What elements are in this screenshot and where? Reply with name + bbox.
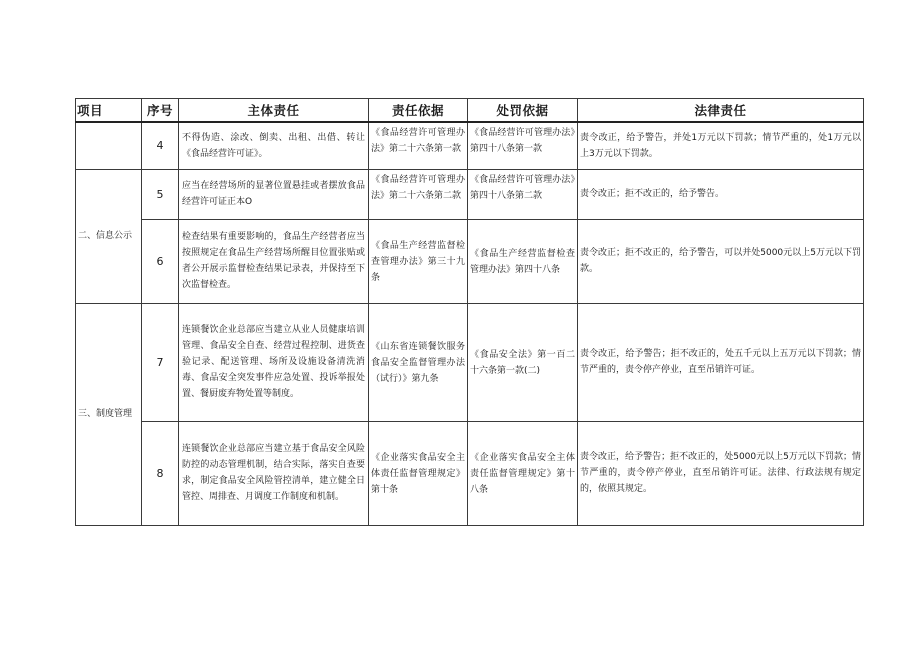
basis-cell: 《食品经营许可管理办法》第二十六条第一款 — [369, 122, 468, 169]
penalty-cell: 《食品安全法》第一百二十六条第一款(二) — [468, 303, 578, 421]
row-number: 8 — [142, 421, 179, 525]
liability-cell: 责令改正，给予警告；拒不改正的，处五千元以上五万元以下罚款；情节严重的，责令停产停业，直至吊销许可证。 — [578, 303, 864, 421]
row-number: 6 — [142, 219, 179, 303]
penalty-cell: 《食品经营许可管理办法》第四十八条第一款 — [468, 122, 578, 169]
header-penalty: 处罚依据 — [468, 99, 578, 123]
penalty-cell: 《食品生产经营监督检查管理办法》第四十八条 — [468, 219, 578, 303]
liability-cell: 责令改正，给予警告；拒不改正的，处5000元以上5万元以下罚款；情节严重的，责令停产停业，直至吊销许可证。法律、行政法规有规定的，依照其规定。 — [578, 421, 864, 525]
table-row — [76, 219, 864, 303]
penalty-cell: 《食品经营许可管理办法》第四十八条第二款 — [468, 169, 578, 219]
duty-cell: 应当在经营场所的显著位置悬挂或者摆放食品经营许可证正本O — [179, 169, 369, 219]
duty-cell: 检查结果有重要影响的，食品生产经营者应当按照规定在食品生产经营场所醒目位置张贴或者公开展示监督检查结果记录表，并保持至下次监督检查。 — [179, 219, 369, 303]
header-item: 项目 — [76, 99, 142, 123]
liability-cell: 责令改正；拒不改正的，给予警告，可以并处5000元以上5万元以下罚款。 — [578, 219, 864, 303]
row-number: 5 — [142, 169, 179, 219]
duty-cell: 不得伪造、涂改、倒卖、出租、出借、转让《食品经营许可证》。 — [179, 122, 369, 169]
basis-cell: 《山东省连锁餐饮服务食品安全监督管理办法（试行）》第九条 — [369, 303, 468, 421]
category-info: 二、信息公示 — [76, 169, 142, 303]
liability-cell: 责令改正，给予警告，并处1万元以下罚款；情节严重的，处1万元以上3万元以下罚款。 — [578, 122, 864, 169]
row-number: 7 — [142, 303, 179, 421]
header-number: 序号 — [142, 99, 179, 123]
basis-cell: 《食品经营许可管理办法》第二十六条第二款 — [369, 169, 468, 219]
basis-cell: 《食品生产经营监督检查管理办法》第三十九条 — [369, 219, 468, 303]
header-row — [76, 99, 864, 123]
header-duty: 主体责任 — [179, 99, 369, 123]
duty-cell: 连锁餐饮企业总部应当建立从业人员健康培训管理、食品安全自查、经营过程控制、进货查验记录、配送管理、场所及设施设备清洗消毒、食品安全突发事件应急处置、投诉举报处置、餐厨废弃物处置等制度。 — [179, 303, 369, 421]
row-number: 4 — [142, 122, 179, 169]
liability-cell: 责令改正；拒不改正的，给予警告。 — [578, 169, 864, 219]
table-row — [76, 421, 864, 525]
duty-cell: 连锁餐饮企业总部应当建立基于食品安全风险防控的动态管理机制，结合实际，落实自查要求，制定食品安全风险管控清单，建立健全日管控、周排查、月调度工作制度和机制。 — [179, 421, 369, 525]
basis-cell: 《企业落实食品安全主体责任监督管理规定》第十条 — [369, 421, 468, 525]
table-row — [76, 169, 864, 219]
regulation-table — [75, 98, 864, 526]
penalty-cell: 《企业落实食品安全主体责任监督管理规定》第十八条 — [468, 421, 578, 525]
table-row — [76, 303, 864, 421]
header-basis: 责任依据 — [369, 99, 468, 123]
header-liability: 法律责任 — [578, 99, 864, 123]
category-cell-empty — [76, 122, 142, 169]
category-system: 三、制度管理 — [76, 303, 142, 525]
table-row — [76, 122, 864, 169]
